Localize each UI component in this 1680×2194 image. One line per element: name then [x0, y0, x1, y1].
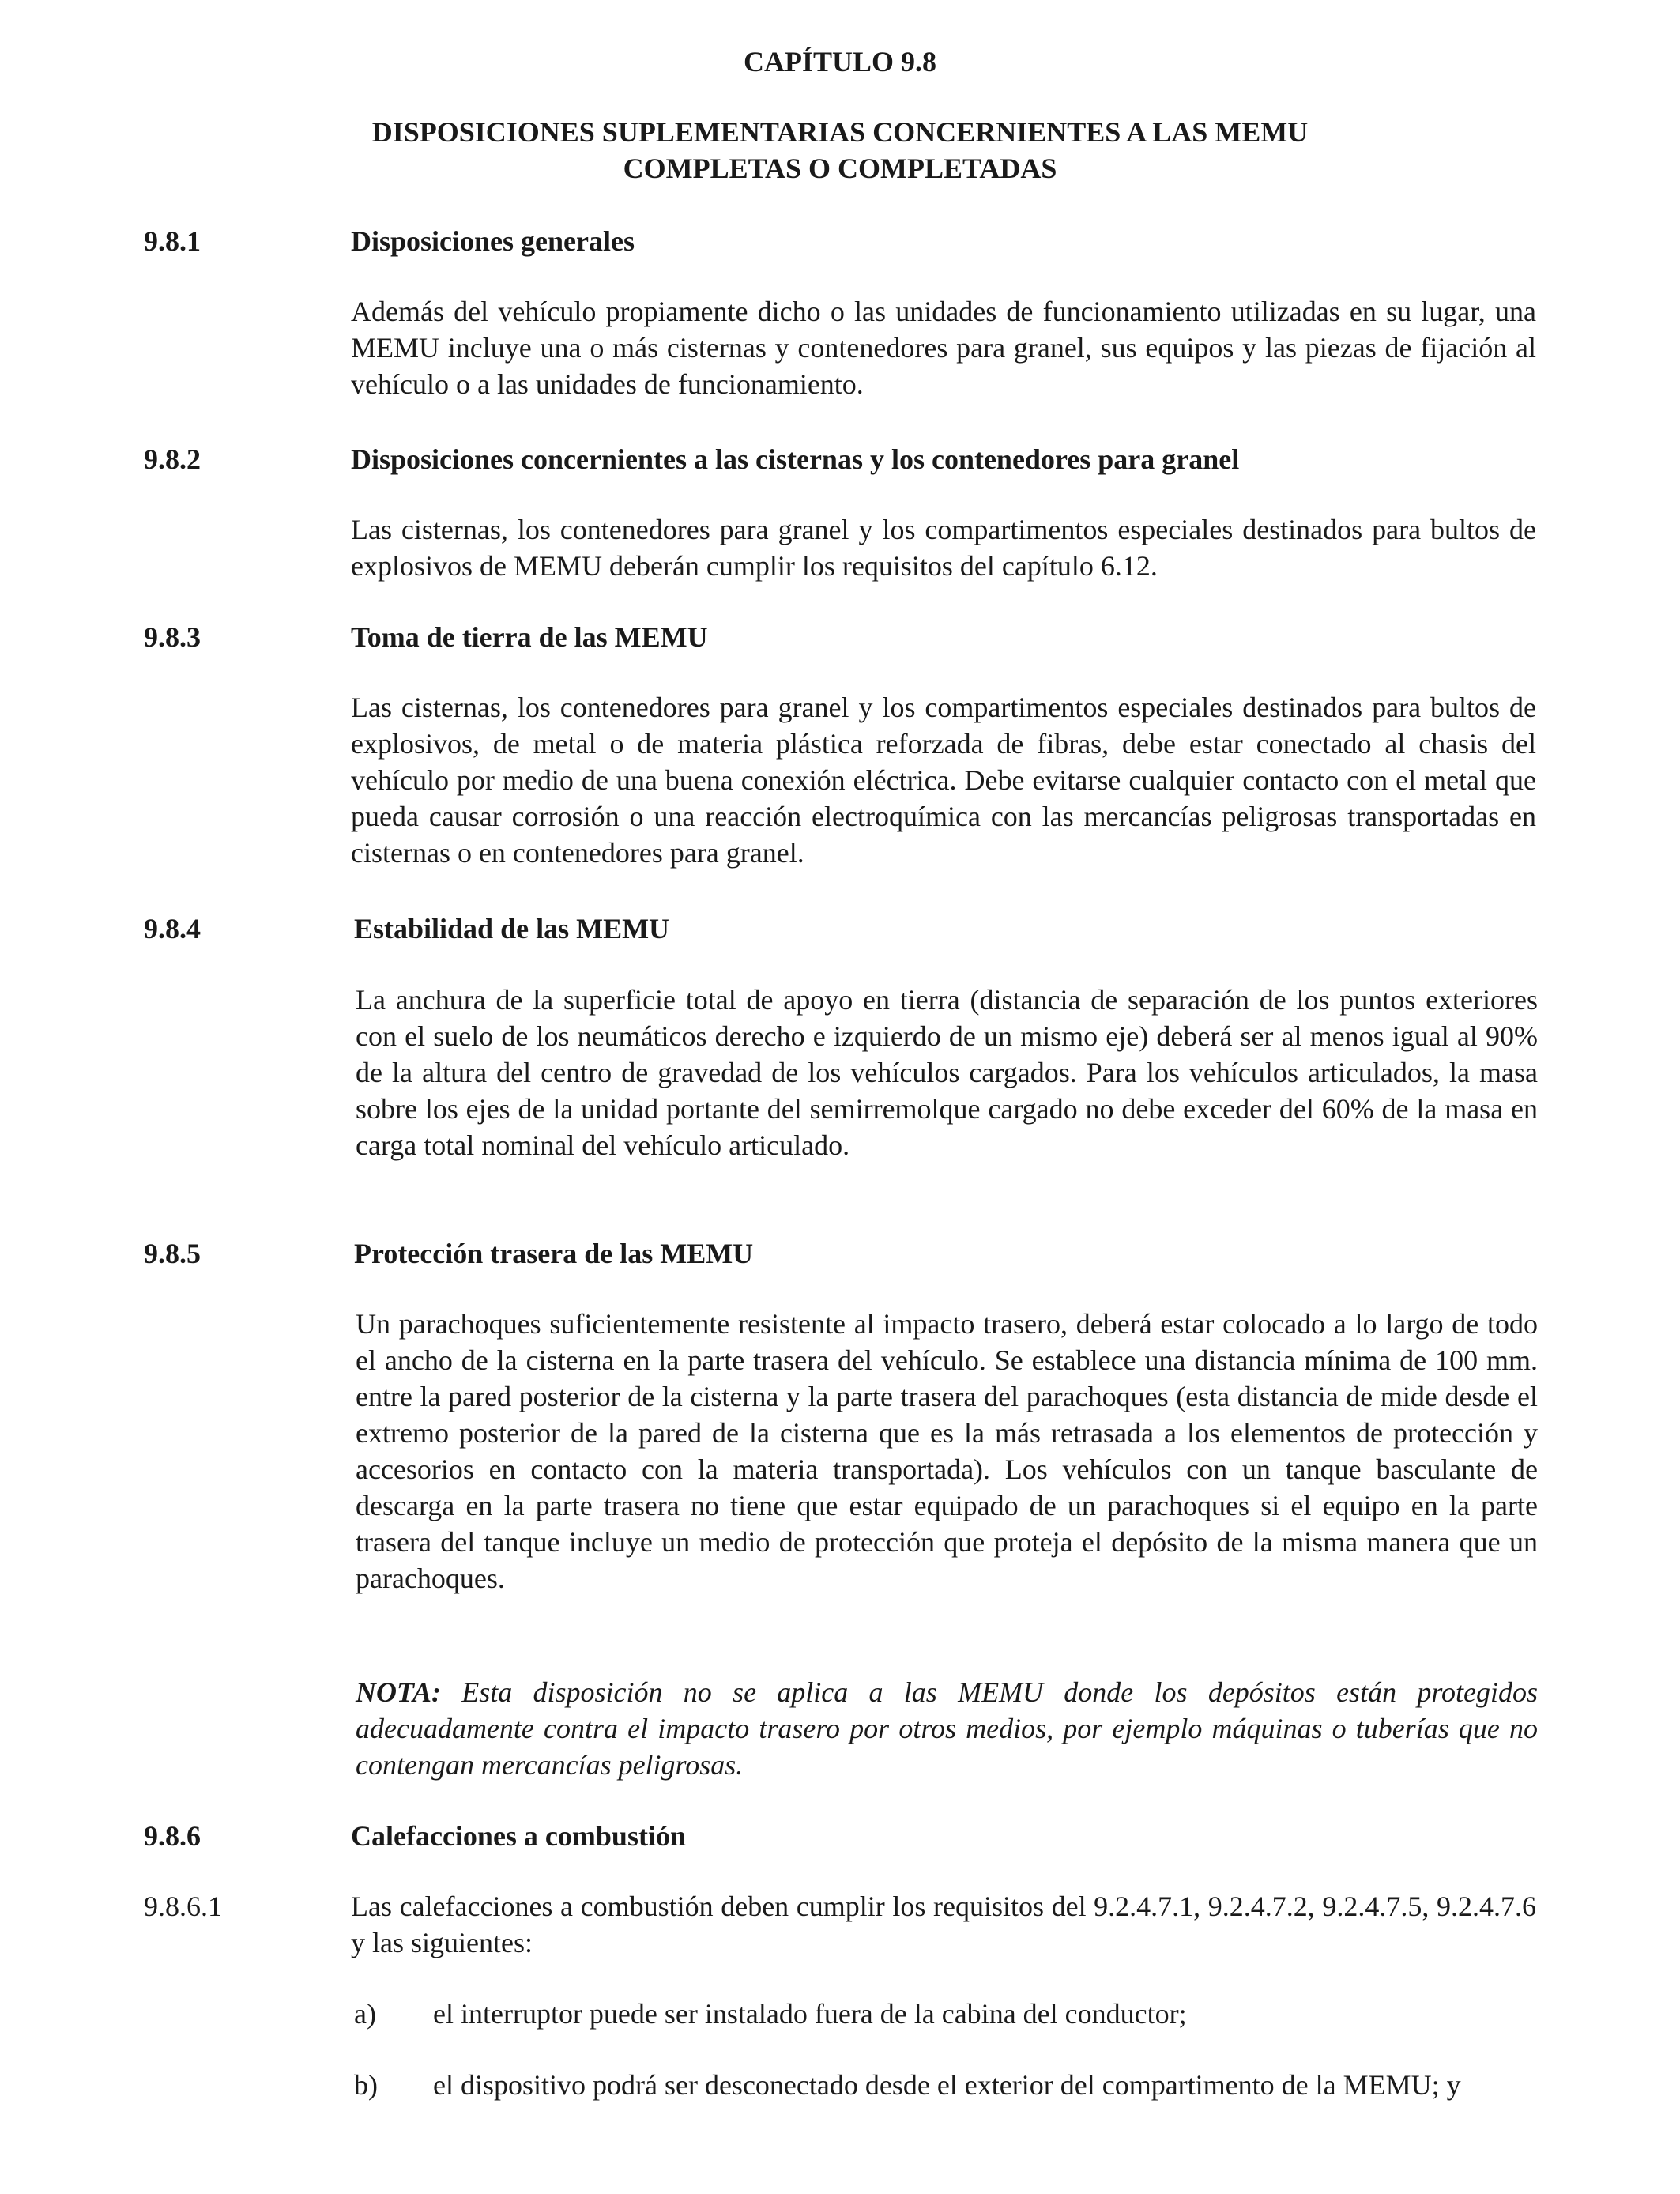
section-number: 9.8.6: [144, 1820, 201, 1852]
section-number: 9.8.5: [144, 1238, 201, 1269]
section-title: Calefacciones a combustión: [351, 1820, 686, 1852]
subtitle-line-2: COMPLETAS O COMPLETADAS: [623, 153, 1057, 184]
note: [356, 1674, 1538, 1783]
list-item-text: el dispositivo podrá ser desconectado desde el exterior del compartimento de la MEMU; y: [433, 2069, 1461, 2101]
list-item-letter: b): [354, 2069, 378, 2101]
chapter-subtitle: [0, 114, 1680, 187]
subsection-number: 9.8.6.1: [144, 1891, 222, 1922]
section-number: 9.8.2: [144, 443, 201, 475]
subtitle-line-1: DISPOSICIONES SUPLEMENTARIAS CONCERNIENTES A LAS MEMU: [371, 116, 1309, 148]
note-label: NOTA:: [356, 1676, 441, 1708]
section-title: Toma de tierra de las MEMU: [351, 621, 708, 653]
note-text: Esta disposición no se aplica a las MEMU donde los depósitos están protegidos adecuadamente contra el impacto trasero por otros medios, por ejemplo máquinas o tuberías que no contengan mercancías peligrosas.: [356, 1676, 1538, 1781]
section-number: 9.8.3: [144, 621, 201, 653]
section-paragraph: Las cisternas, los contenedores para granel y los compartimentos especiales destinados para bultos de explosivos, de metal o de materia plástica reforzada de fibras, debe estar conectado al chasis del vehículo por medio de una buena conexión eléctrica. Debe evitarse cualquier contacto con el metal que pueda causar corrosión o una reacción electroquímica con las mercancías peligrosas transportadas en cisternas o en contenedores para granel.: [351, 692, 1536, 869]
subsection-paragraph: Las calefacciones a combustión deben cumplir los requisitos del 9.2.4.7.1, 9.2.4.7.2, 9.2.4.7.5, 9.2.4.7.6 y las siguientes:: [351, 1891, 1536, 1958]
section-paragraph: Un parachoques suficientemente resistente al impacto trasero, deberá estar colocado a lo largo de todo el ancho de la cisterna en la parte trasera del vehículo. Se establece una distancia mínima de 100 mm. entre la pared posterior de la cisterna y la parte trasera del parachoques (esta distancia de mide desde el extremo posterior de la pared de la cisterna que es la más retrasada a los elementos de protección y accesorios en contacto con la materia transportada). Los vehículos con un tanque basculante de descarga en la parte trasera no tiene que estar equipado de un parachoques si el equipo en la parte trasera del tanque incluye un medio de protección que proteja el depósito de la misma manera que un parachoques.: [356, 1308, 1538, 1594]
chapter-title: CAPÍTULO 9.8: [743, 46, 937, 77]
section-title: Estabilidad de las MEMU: [354, 913, 670, 944]
section-title: Protección trasera de las MEMU: [354, 1238, 754, 1269]
section-title: Disposiciones concernientes a las cisternas y los contenedores para granel: [351, 443, 1240, 475]
section-paragraph: La anchura de la superficie total de apoyo en tierra (distancia de separación de los puntos exteriores con el suelo de los neumáticos derecho e izquierdo de un mismo eje) deberá ser al menos igual al 90% de la altura del centro de gravedad de los vehículos cargados. Para los vehículos articulados, la masa sobre los ejes de la unidad portante del semirremolque cargado no debe exceder del 60% de la masa en carga total nominal del vehículo articulado.: [356, 984, 1538, 1161]
section-number: 9.8.1: [144, 225, 201, 257]
list-item-text: el interruptor puede ser instalado fuera de la cabina del conductor;: [433, 1998, 1187, 2030]
section-paragraph: Las cisternas, los contenedores para granel y los compartimentos especiales destinados para bultos de explosivos de MEMU deberán cumplir los requisitos del capítulo 6.12.: [351, 514, 1536, 582]
list-item-letter: a): [354, 1998, 376, 2030]
section-title: Disposiciones generales: [351, 225, 635, 257]
section-number: 9.8.4: [144, 913, 201, 944]
section-paragraph: Además del vehículo propiamente dicho o las unidades de funcionamiento utilizadas en su lugar, una MEMU incluye una o más cisternas y contenedores para granel, sus equipos y las piezas de fijación al vehículo o a las unidades de funcionamiento.: [351, 296, 1536, 400]
